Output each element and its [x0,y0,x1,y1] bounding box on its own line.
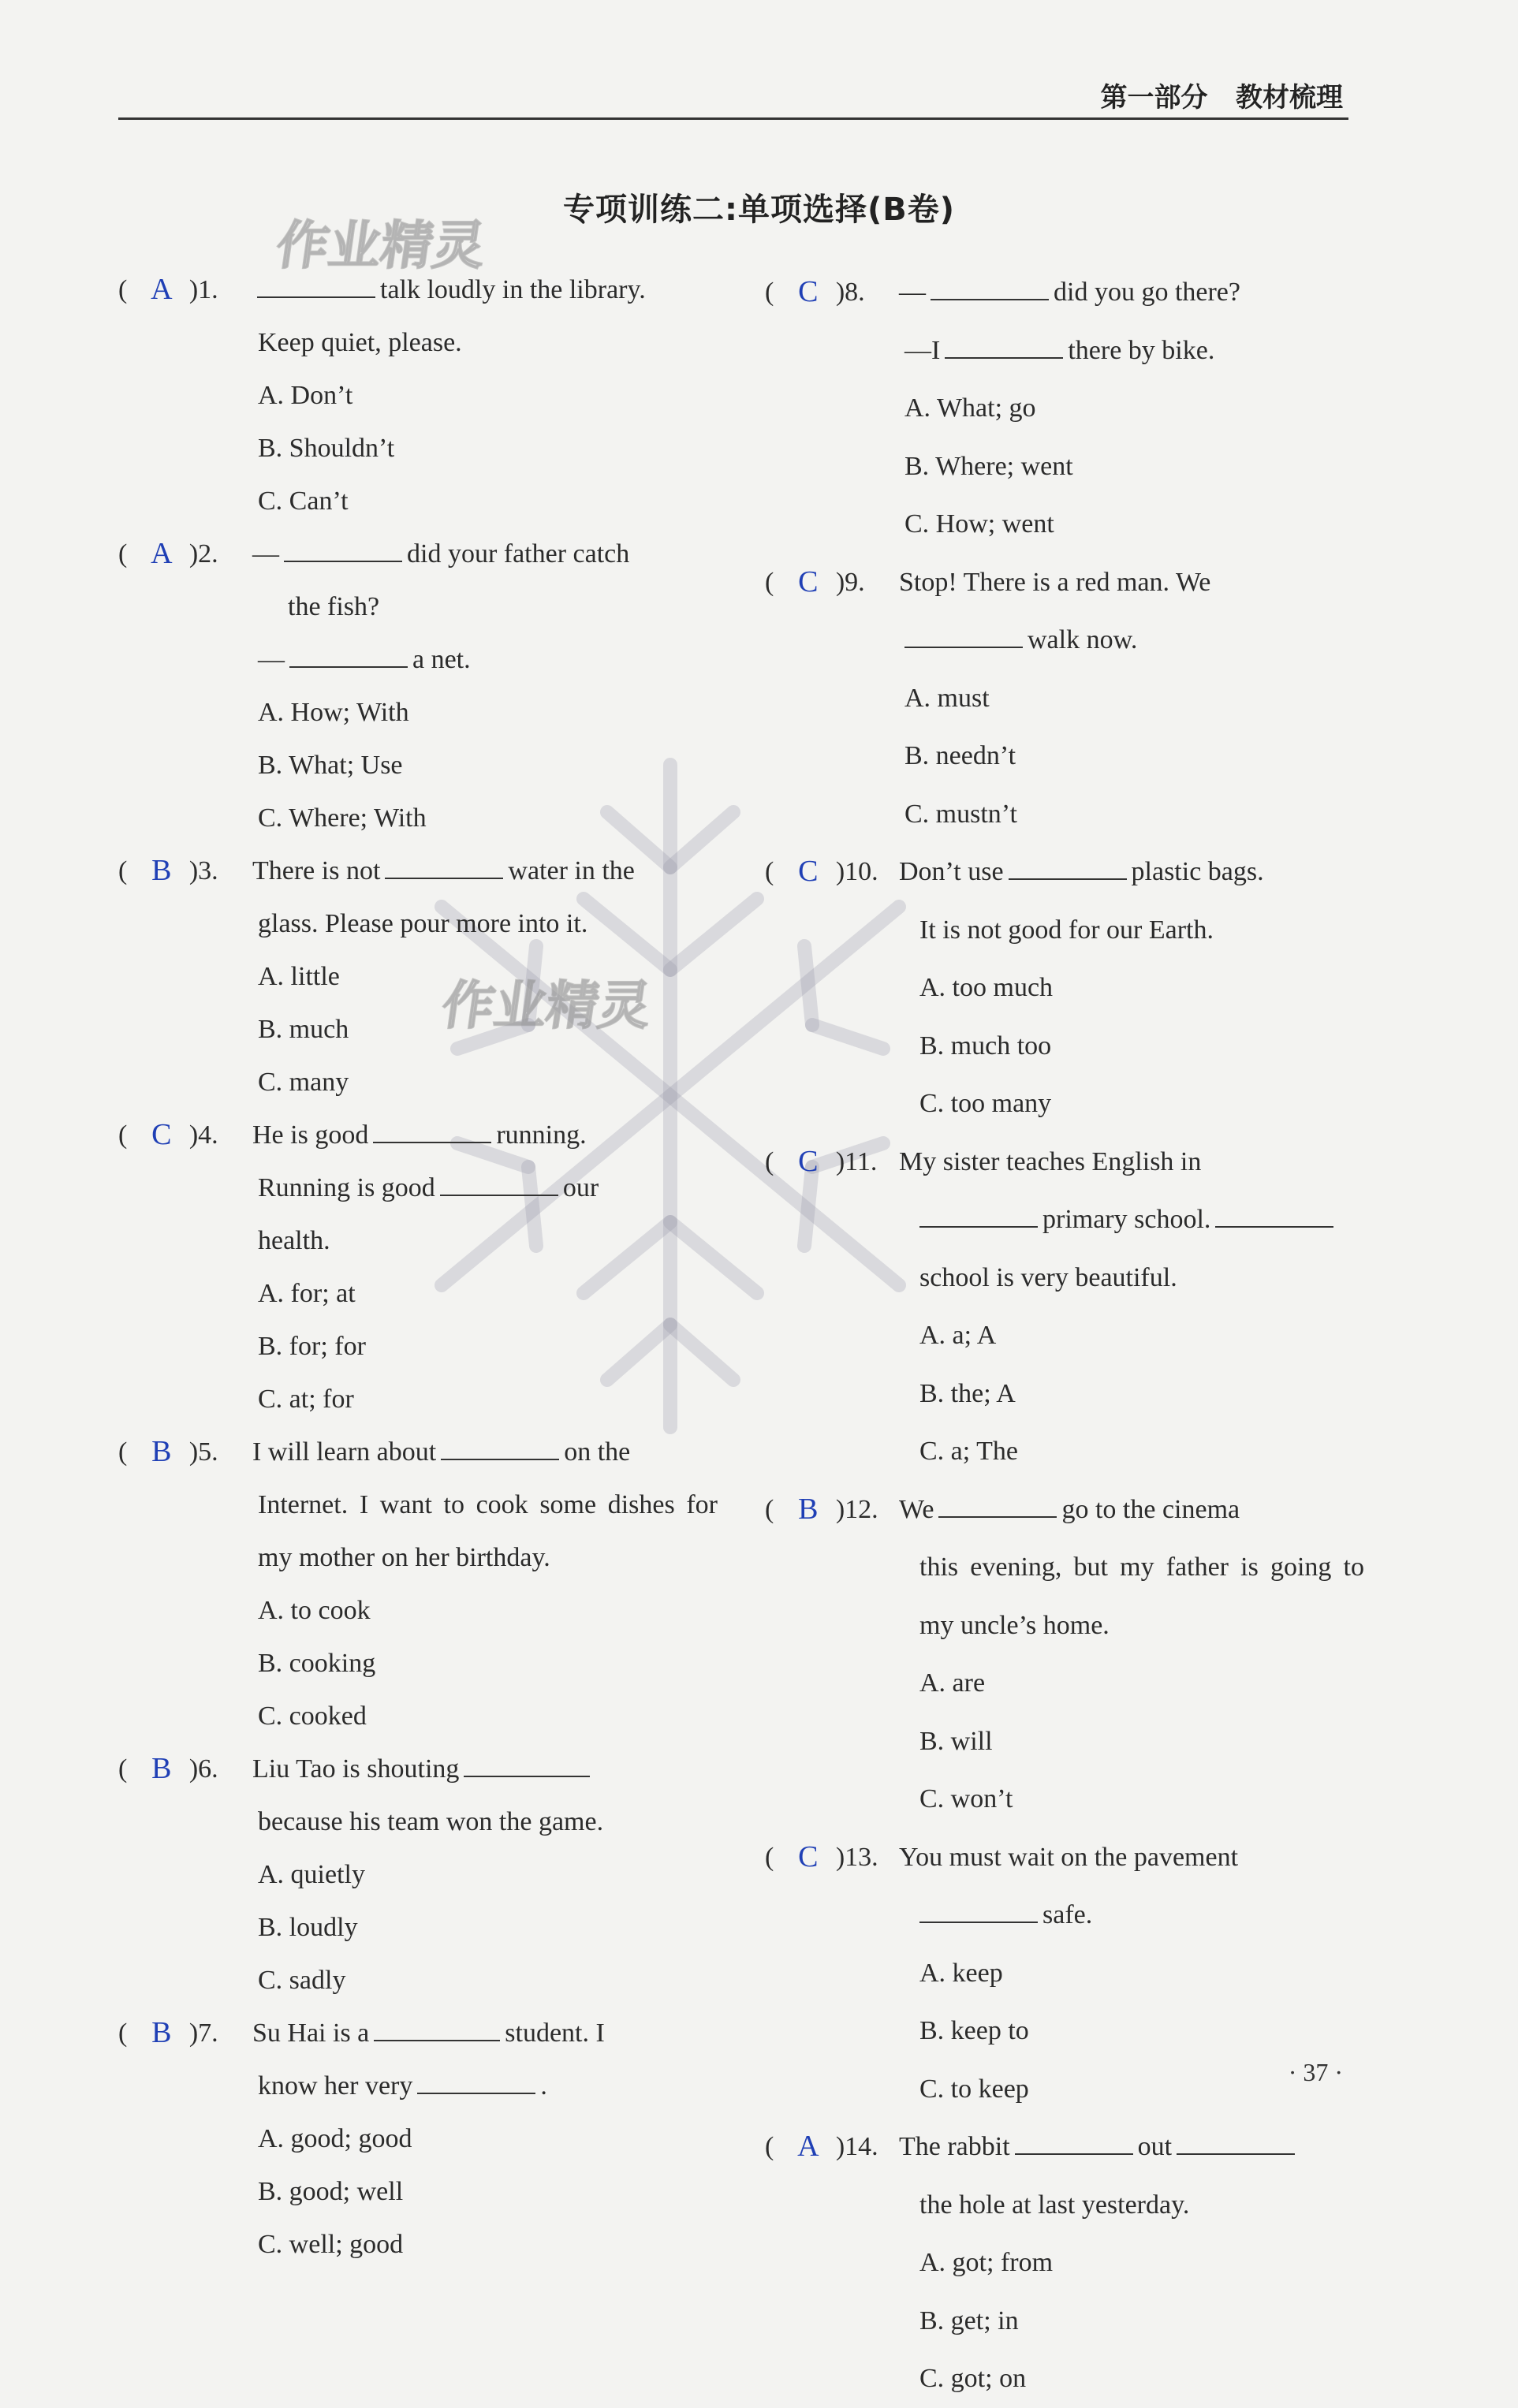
question-column-left [118,263,718,2271]
question-stem: It is not good for our Earth. [919,915,1214,945]
question-stem: health. [258,1226,330,1255]
question: ( C ) 11. My sister teaches English in primary school. school is very beautiful. A. a; A B. the; A C. a; The [765,1133,1364,1481]
option: B. much [258,1015,349,1044]
answer-mark: C [798,1840,819,1873]
question: ( C ) 13. You must wait on the pavement safe. A. keep B. keep to C. to keep [765,1828,1364,2119]
option: C. Where; With [258,803,427,833]
option: A. good; good [258,2124,412,2153]
option-list [118,369,718,527]
option: A. little [258,962,340,991]
answer-blank [441,1432,559,1460]
option: B. much too [919,1031,1052,1060]
question: ( B ) 12. We go to the cinema this evening, but my father is going to my uncle’s home. A. are B. will C. won’t [765,1481,1364,1828]
answer-blank [464,1749,590,1777]
option-list [765,379,1364,554]
answer-blank [945,330,1063,359]
answer-blank [1215,1199,1333,1228]
option: A. for; at [258,1279,356,1308]
answer-blank [440,1168,558,1196]
option: C. Can’t [258,486,349,516]
option: A. keep [919,1958,1003,1988]
answer-blank [257,270,375,298]
answer-blank [385,851,503,879]
option-list [118,1848,718,2007]
answer-blank [919,1199,1038,1228]
question: ( B ) 7. Su Hai is a student. I know her very . A. good; good B. good; well C. well; good [118,2007,718,2271]
question-stem: glass. Please pour more into it. [258,909,588,938]
option-list [765,1307,1364,1481]
option: A. must [904,683,990,713]
answer-blank [417,2066,535,2094]
question: ( C ) 9. Stop! There is a red man. We walk now. A. must B. needn’t C. mustn’t [765,554,1364,844]
answer-mark: C [798,275,819,308]
watermark: 作业精灵 [438,975,655,1036]
answer-blank [938,1489,1057,1518]
option-list [765,1944,1364,2119]
option: A. to cook [258,1596,371,1625]
option-list [765,669,1364,844]
answer-mark: B [151,854,172,887]
option: B. keep to [919,2016,1029,2045]
question: ( B ) 5. I will learn about on the Internet. I want to cook some dishes for my mother on her birthday. A. to cook B. cooking C. cooked [118,1426,718,1743]
option-list [765,1654,1364,1828]
answer-blank [904,620,1023,648]
option: A. What; go [904,393,1036,423]
answer-mark: C [151,1118,172,1151]
answer-mark: A [797,2130,819,2163]
answer-blank [919,1895,1038,1923]
question-column-right [765,263,1364,2408]
option-list [118,950,718,1109]
option: C. too many [919,1089,1052,1118]
question: ( A ) 14. The rabbit out the hole at last yesterday. A. got; from B. get; in C. got; on [765,2118,1364,2408]
option: C. many [258,1068,349,1097]
option: A. got; from [919,2248,1054,2277]
option: C. got; on [919,2364,1027,2393]
option: B. get; in [919,2305,1019,2335]
header-section: 第一部分 [1100,82,1208,114]
watermark: 作业精灵 [272,215,490,276]
answer-mark: C [798,565,819,598]
option: A. How; With [258,698,409,727]
question-stem: Keep quiet, please. [258,328,462,357]
option-list [118,1267,718,1426]
question-stem: this evening, but my father is going to my uncle’s home. [919,1553,1364,1640]
option: C. How; went [904,509,1054,539]
answer-mark: B [151,1752,172,1785]
option: B. the; A [919,1378,1016,1408]
option-list [118,1584,718,1743]
question: ( C ) 4. He is good running. Running is good our health. A. for; at B. for; for C. at; for [118,1109,718,1426]
answer-mark: A [151,537,173,570]
question: ( A ) 1. talk loudly in the library. Keep quiet, please. A. Don’t B. Shouldn’t C. Can’t [118,263,718,527]
question: ( A ) 2. — did your father catch the fish? — a net. A. How; With B. What; Use C. Where; With [118,527,718,844]
answer-mark: C [798,855,819,888]
option: A. Don’t [258,381,353,410]
answer-blank [284,534,402,562]
option: C. cooked [258,1702,367,1731]
answer-blank [374,2013,500,2041]
option: B. Shouldn’t [258,434,395,463]
option: B. good; well [258,2177,404,2206]
answer-mark: A [151,273,173,306]
header-rule [118,117,1348,120]
answer-blank [1177,2127,1295,2155]
question-stem: the hole at last yesterday. [919,2190,1190,2220]
option: B. loudly [258,1913,358,1942]
answer-blank [931,272,1049,300]
option: C. at; for [258,1385,354,1414]
option: C. to keep [919,2074,1029,2104]
question-stem: the fish? [288,592,380,621]
option: A. quietly [258,1860,365,1889]
header-chapter: 教材梳理 [1236,82,1343,114]
page-number: · 37 · [1288,2058,1343,2086]
option-list [118,2112,718,2271]
page-title: 专项训练二:单项选择(B卷) [562,192,956,228]
option: B. What; Use [258,751,403,780]
question: ( C ) 8. — did you go there? —I there by bike. A. What; go B. Where; went C. How; went [765,263,1364,554]
answer-blank [289,639,408,668]
answer-mark: B [151,2016,172,2049]
option: B. for; for [258,1332,366,1361]
option: C. sadly [258,1966,346,1995]
answer-blank [1009,852,1127,880]
answer-mark: C [798,1144,819,1178]
option: C. well; good [258,2230,404,2259]
option: C. won’t [919,1784,1013,1813]
answer-blank [1015,2127,1133,2155]
question-stem: school is very beautiful. [919,1262,1177,1292]
answer-mark: B [151,1435,172,1468]
option: B. needn’t [904,741,1016,770]
option: C. a; The [919,1437,1018,1466]
question-stem: because his team won the game. [258,1807,604,1836]
option: A. too much [919,973,1054,1002]
option: B. Where; went [904,451,1073,481]
answer-mark: B [798,1492,819,1526]
option: C. mustn’t [904,799,1017,829]
option-list [765,2234,1364,2408]
question: ( C ) 10. Don’t use plastic bags. It is not good for our Earth. A. too much B. much too C. too many [765,843,1364,1133]
option-list [765,959,1364,1133]
header-text [1100,76,1343,114]
option: A. are [919,1668,986,1698]
option-list [118,686,718,844]
question: ( B ) 3. There is not water in the glass. Please pour more into it. A. little B. much C. many [118,844,718,1109]
option: A. a; A [919,1321,997,1350]
question-stem: Internet. I want to cook some dishes for my mother on her birthday. [258,1490,718,1572]
answer-blank [373,1115,491,1143]
option: B. cooking [258,1649,376,1678]
option: B. will [919,1726,993,1756]
question: ( B ) 6. Liu Tao is shouting because his team won the game. A. quietly B. loudly C. sadly [118,1743,718,2007]
